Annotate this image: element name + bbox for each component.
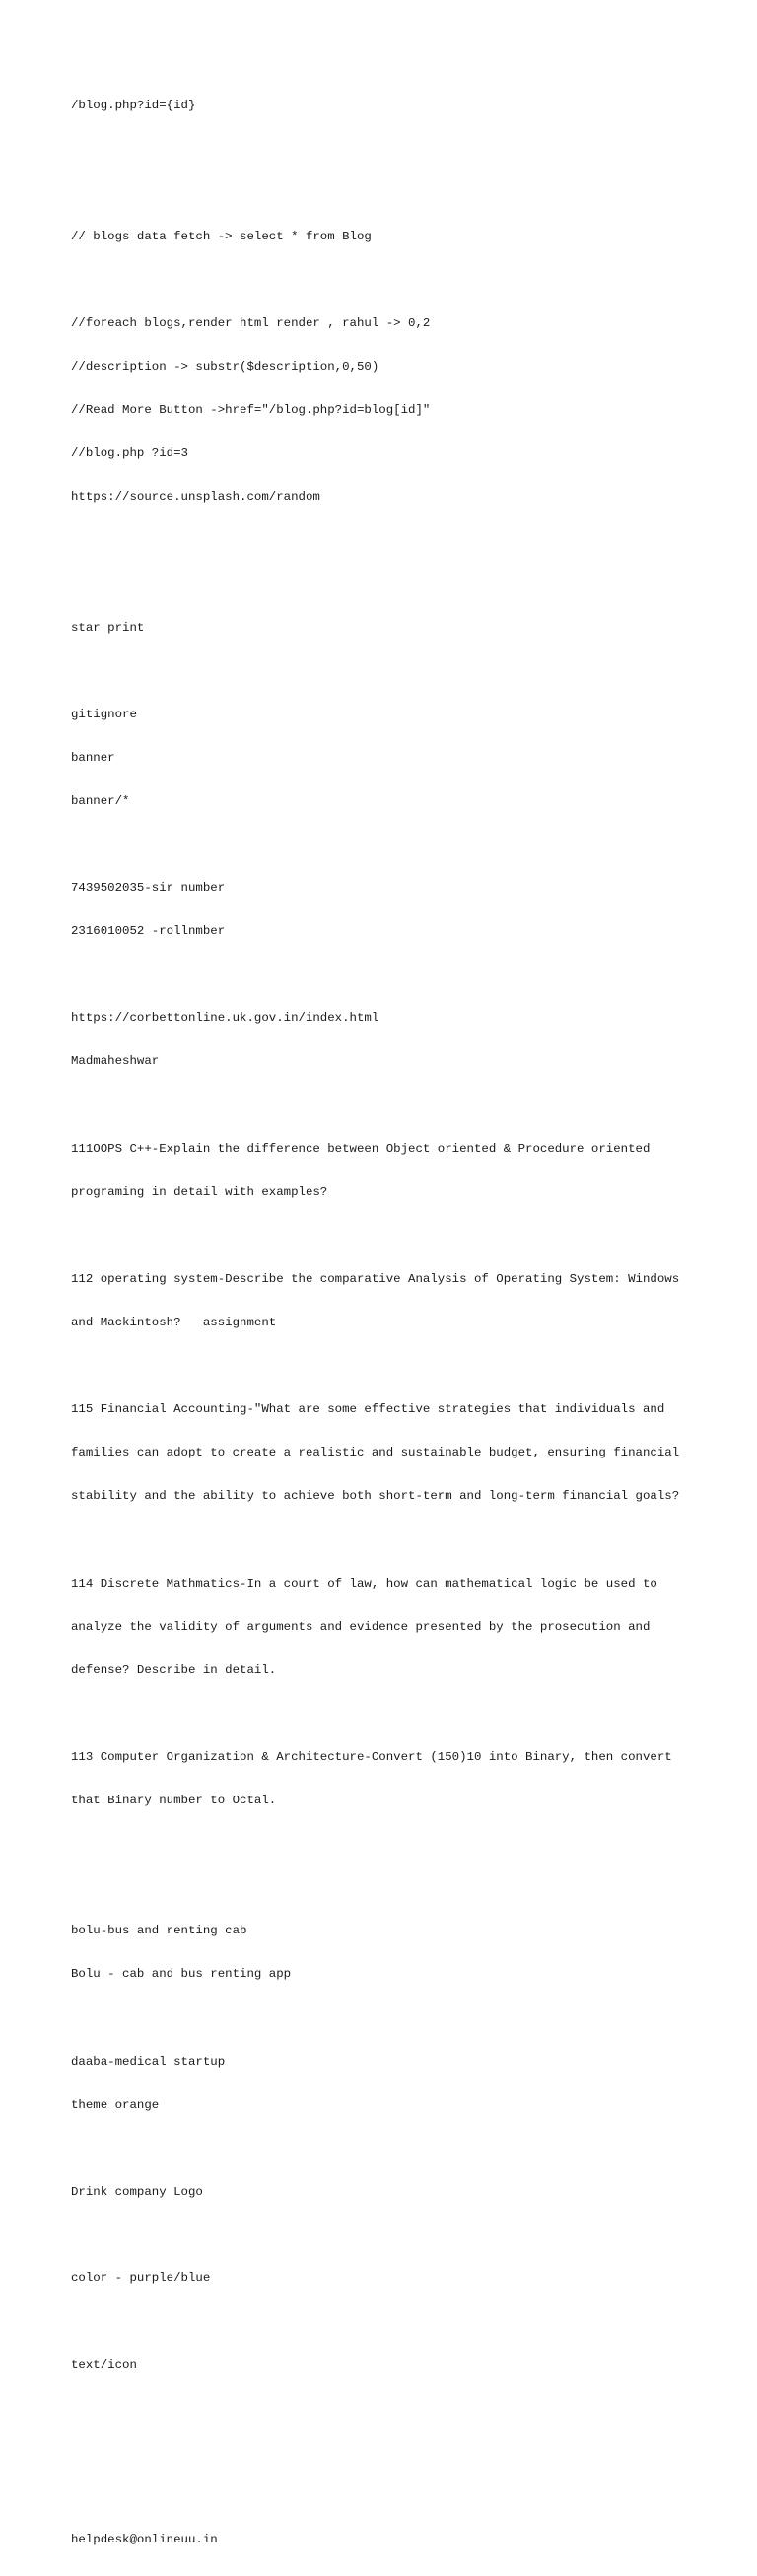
text-line xyxy=(71,273,702,288)
text-line: analyze the validity of arguments and evidence presented by the prosecution and xyxy=(71,1619,651,1634)
text-line xyxy=(71,2011,702,2026)
text-line: 2316010052 -rollnmber xyxy=(71,924,226,939)
text-line: 114 Discrete Mathmatics-In a court of law, how can mathematical logic be used to xyxy=(71,1576,657,1591)
text-line xyxy=(71,1099,702,1114)
text-line: defense? Describe in detail. xyxy=(71,1662,277,1677)
text-line: 115 Financial Accounting-"What are some effective strategies that individuals and xyxy=(71,1402,665,1417)
text-line xyxy=(71,2489,702,2504)
text-line xyxy=(71,968,702,983)
text-line: stability and the ability to achieve both short-term and long-term financial goals? xyxy=(71,1489,680,1504)
text-line xyxy=(71,1533,702,1548)
text-line: //Read More Button ->href="/blog.php?id=blog[id]" xyxy=(71,403,431,418)
text-line: //blog.php ?id=3 xyxy=(71,446,188,461)
text-line xyxy=(71,1229,702,1244)
text-line: //description -> substr($description,0,50) xyxy=(71,359,379,373)
text-line: programing in detail with examples? xyxy=(71,1185,328,1199)
text-line: gitignore xyxy=(71,707,137,721)
text-line xyxy=(71,2445,702,2460)
text-line: and Mackintosh? assignment xyxy=(71,1316,277,1330)
text-line: // blogs data fetch -> select * from Blog xyxy=(71,229,372,243)
text-line: https://corbettonline.uk.gov.in/index.html xyxy=(71,1011,379,1026)
text-line xyxy=(71,1880,702,1895)
text-line xyxy=(71,1837,702,1852)
text-line: 7439502035-sir number xyxy=(71,881,226,896)
text-line xyxy=(71,533,702,548)
text-line: star print xyxy=(71,620,145,635)
text-line xyxy=(71,1707,702,1722)
text-line xyxy=(71,2141,702,2156)
text-line: 113 Computer Organization & Architecture-Convert (150)10 into Binary, then convert xyxy=(71,1749,672,1764)
text-line: that Binary number to Octal. xyxy=(71,1794,277,1808)
text-line: theme orange xyxy=(71,2097,160,2112)
text-line xyxy=(71,143,702,158)
text-line: helpdesk@onlineuu.in xyxy=(71,2532,218,2546)
text-line: daaba-medical startup xyxy=(71,2054,226,2068)
text-line xyxy=(71,1359,702,1374)
text-line: Bolu - cab and bus renting app xyxy=(71,1967,292,1982)
text-line xyxy=(71,576,702,591)
text-line: color - purple/blue xyxy=(71,2271,211,2286)
text-line xyxy=(71,838,702,852)
text-line: banner xyxy=(71,750,115,765)
plain-text-body xyxy=(71,70,702,2576)
text-line: 111OOPS C++-Explain the difference between Object oriented & Procedure oriented xyxy=(71,1141,651,1156)
text-line: Madmaheshwar xyxy=(71,1054,160,1069)
text-line xyxy=(71,2402,702,2416)
text-line: //foreach blogs,render html render , rahul -> 0,2 xyxy=(71,315,431,330)
text-line: banner/* xyxy=(71,793,130,808)
text-line: Drink company Logo xyxy=(71,2184,203,2199)
text-line: text/icon xyxy=(71,2358,137,2373)
text-line: /blog.php?id={id} xyxy=(71,99,196,113)
text-line xyxy=(71,664,702,679)
text-line: https://source.unsplash.com/random xyxy=(71,490,320,505)
text-line xyxy=(71,2228,702,2243)
text-line: 112 operating system-Describe the comparative Analysis of Operating System: Windows xyxy=(71,1271,680,1286)
text-line xyxy=(71,2315,702,2330)
text-line: families can adopt to create a realistic and sustainable budget, ensuring financial xyxy=(71,1446,680,1460)
text-line: bolu-bus and renting cab xyxy=(71,1924,247,1938)
text-line xyxy=(71,186,702,201)
